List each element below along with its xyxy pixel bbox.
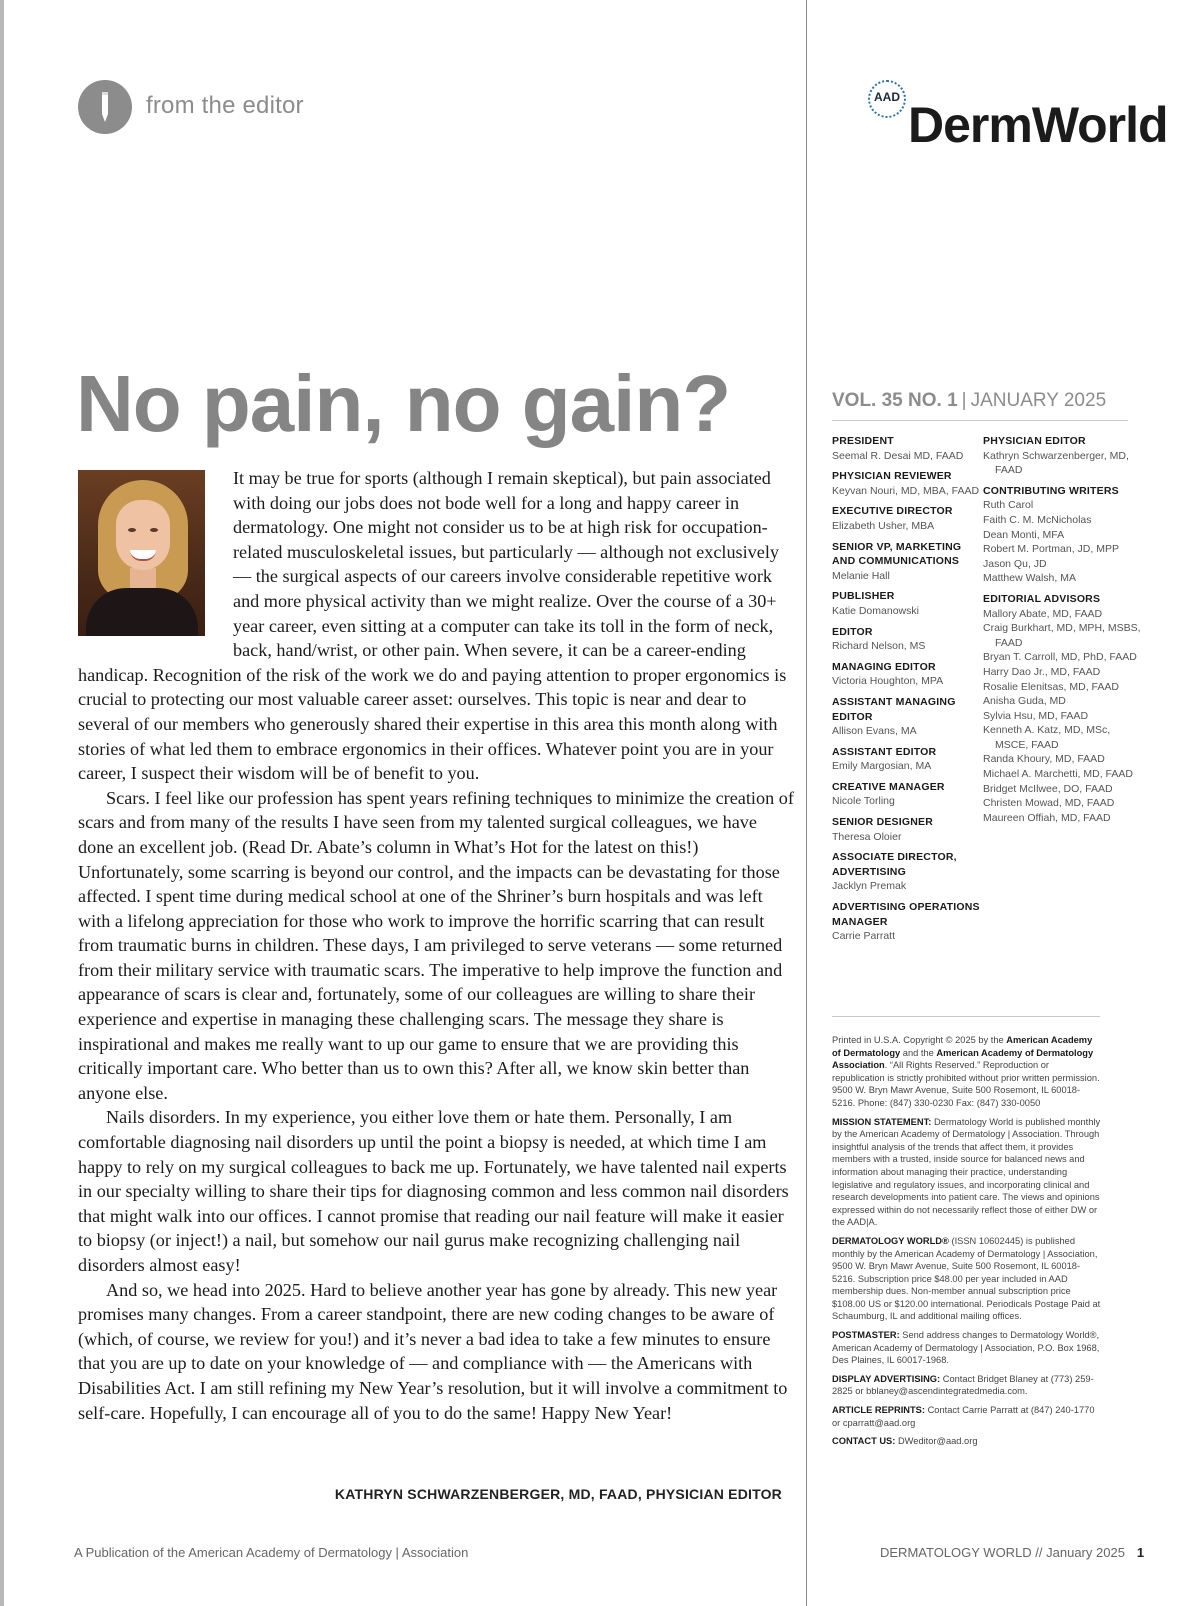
masthead-name: Ruth Carol: [983, 499, 1034, 512]
dermworld-logo: [868, 80, 1168, 153]
masthead-name: Richard Nelson, MS: [832, 640, 926, 653]
masthead-role: ASSISTANT EDITOR: [832, 745, 937, 758]
masthead-entry: [832, 540, 982, 584]
footer-issue-text: DERMATOLOGY WORLD // January 2025: [880, 1545, 1125, 1560]
masthead-name: Christen Mowad, MD, FAAD: [983, 797, 1115, 810]
masthead-entry: [983, 484, 1143, 586]
masthead-name: Craig Burkhart, MD, MPH, MSBS, FAAD: [983, 622, 1141, 649]
article-paragraph: Scars. I feel like our profession has spent years refining techniques to minimize the creation of scars and from many of the results I have seen from my talented surgical colleagues, we have done an excellent job. (Read Dr. Abate’s column in What’s Hot for the latest on this!) Unfortunately, some scarring is beyond our control, and the impacts can be devastating for those affected. I spent time during medical school at one of the Shriner’s burn hospitals and was left with a lifelong appreciation for those who work to improve the horrific scarring that can result from traumatic burns in children. These days, I am privileged to serve veterans — some returned from their military service with traumatic scars. The imperative to help improve the function and appearance of scars is clear and, fortunately, some of our colleagues are willing to share their experience and expertise in managing these challenging scars. The message they share is inspirational and makes me really want to up our game to ensure that we are providing this critically important care. Who better than us to own this? After all, we know skin better than anyone else.: [78, 787, 794, 1103]
masthead-role: EDITORIAL ADVISORS: [983, 592, 1101, 605]
masthead-role: EDITOR: [832, 625, 873, 638]
logo-badge-text: AAD: [874, 90, 900, 104]
masthead-name: Bridget McIlwee, DO, FAAD: [983, 782, 1113, 795]
masthead-name: Theresa Oloier: [832, 830, 902, 843]
masthead-name: Kathryn Schwarzenberger, MD, FAAD: [983, 449, 1129, 477]
masthead-name: Sylvia Hsu, MD, FAAD: [983, 709, 1089, 722]
masthead-role: SENIOR VP, MARKETING AND COMMUNICATIONS: [832, 540, 962, 568]
masthead-role: CONTRIBUTING WRITERS: [983, 484, 1119, 497]
masthead-name: Jason Qu, JD: [983, 557, 1047, 570]
masthead-role: PRESIDENT: [832, 435, 894, 447]
masthead-name: Jacklyn Premak: [832, 880, 907, 893]
column-divider: [806, 0, 807, 1606]
masthead-entry: [832, 660, 982, 689]
masthead-name: Nicole Torling: [832, 795, 895, 808]
masthead-name: Allison Evans, MA: [832, 725, 917, 738]
masthead-name: Melanie Hall: [832, 569, 890, 582]
masthead-name: Randa Khoury, MD, FAAD: [983, 753, 1105, 766]
issue-date: JANUARY 2025: [970, 390, 1107, 411]
masthead-name: Victoria Houghton, MPA: [832, 675, 944, 688]
section-label: from the editor: [146, 92, 304, 119]
masthead-name: Rosalie Elenitsas, MD, FAAD: [983, 680, 1119, 693]
masthead-name: Seemal R. Desai MD, FAAD: [832, 449, 964, 462]
pencil-icon: [78, 80, 132, 134]
copyright-notice: Printed in U.S.A. Copyright © 2025 by the American Academy of Dermatology and the American Academy of Dermatology Association. “All Rights Reserved.” Reproduction or republication is strictly prohibited without prior written permission. 9500 W. Bryn Mawr Avenue, Suite 500 Rosemont, IL 60018-5216. Phone: (847) 330-0230 Fax: (847) 330-0050: [832, 1035, 1100, 1108]
article-paragraph: Nails disorders. In my experience, you either love them or hate them. Personally, I am comfortable diagnosing nail disorders up until the point a biopsy is needed, at which time I am happy to rely on my surgical colleagues to back me up. Fortunately, we have talented nail experts in our specialty willing to share their tips for diagnosing common and less common nail disorders that might walk into our offices. I cannot promise that reading our nail feature will make it easier to biopsy (or inject!) a nail, but somehow our nail gurus make recognizing challenging nail disorders almost easy!: [78, 1107, 789, 1275]
page-number: 1: [1136, 1545, 1145, 1560]
article-body: [78, 466, 794, 1425]
footer-publication: A Publication of the American Academy of Dermatology | Association: [74, 1545, 469, 1560]
masthead-entry: [832, 695, 982, 739]
masthead-name: Michael A. Marchetti, MD, FAAD: [983, 768, 1133, 781]
contact-us: CONTACT US: DWeditor@aad.org: [832, 1436, 978, 1447]
author-signature: KATHRYN SCHWARZENBERGER, MD, FAAD, PHYSICIAN EDITOR: [334, 1486, 782, 1502]
masthead-divider: [832, 420, 1128, 421]
masthead-name: Faith C. M. McNicholas: [983, 513, 1092, 526]
masthead-entry: [832, 434, 982, 463]
masthead-entry: [983, 434, 1143, 478]
masthead-name: Matthew Walsh, MA: [983, 572, 1076, 585]
masthead-name: Anisha Guda, MD: [983, 695, 1066, 708]
masthead-role: PUBLISHER: [832, 590, 895, 603]
masthead-entry: [832, 745, 982, 774]
article-paragraph: And so, we head into 2025. Hard to believe another year has gone by already. This new year promises many changes. From a career standpoint, there are new coding changes to be aware of (which, of course, we review for you!) and it’s never a bad idea to take a few minutes to ensure that you are up to date on your knowledge of — and compliance with — the Americans with Disabilities Act. I am still refining my New Year’s resolution, but it will involve a commitment to self-care. Hopefully, I can encourage all of you to do the same! Happy New Year!: [78, 1279, 788, 1423]
masthead-name: Keyvan Nouri, MD, MBA, FAAD: [832, 484, 980, 497]
masthead-entry: [832, 625, 982, 654]
article-paragraph: It may be true for sports (although I remain skeptical), but pain associated with doing our jobs does not bode well for a long and happy career in dermatology. One might not consider us to be at high risk for occupation-related musculoskeletal issues, but particularly — although not exclusively — the surgical aspects of our careers involve considerable repetitive work and more physical activity than we might realize. Over the course of a 30+ year career, even sitting at a computer can take its toll in the form of neck, back, hand/wrist, or other pain. When severe, it can be a career-ending handicap. Recognition of the risk of the work we do and paying attention to proper ergonomics is crucial to protecting our most valuable career asset: ourselves. This topic is near and dear to several of our members who generously shared their expertise in this area this month along with stories of what led them to embrace ergonomics in their offices. Whatever point you are in your career, I suspect their wisdom will be of benefit to you.: [78, 468, 787, 784]
issue-info: [832, 390, 1106, 412]
masthead-name: Robert M. Portman, JD, MPP: [983, 543, 1119, 556]
masthead-role: PHYSICIAN EDITOR: [983, 435, 1086, 447]
fineprint-divider: [832, 1016, 1100, 1017]
masthead-entry: [832, 815, 982, 844]
masthead-name: Kenneth A. Katz, MD, MSc, MSCE, FAAD: [983, 724, 1111, 751]
masthead-role: ADVERTISING OPERATIONS MANAGER: [832, 901, 980, 928]
masthead-name: Maureen Offiah, MD, FAAD: [983, 811, 1111, 824]
publication-info: DERMATOLOGY WORLD® (ISSN 10602445) is published monthly by the American Academy of Dermatology | Association, 9500 W. Bryn Mawr Avenue, Suite 500 Rosemont, IL 60018-5216. Subscription price $48.00 per year included in AAD membership dues. Non-member annual subscription price $108.00 US or $120.00 international. Periodicals Postage Paid at Schaumburg, IL and additional mailing offices.: [832, 1235, 1101, 1322]
issue-separator: |: [961, 390, 967, 411]
masthead-name: Elizabeth Usher, MBA: [832, 519, 935, 532]
masthead-name: Bryan T. Carroll, MD, PhD, FAAD: [983, 651, 1137, 664]
masthead-entry: [832, 850, 982, 894]
masthead-column-right: [983, 434, 1143, 831]
page-title: No pain, no gain?: [76, 359, 731, 448]
masthead-role: EXECUTIVE DIRECTOR: [832, 505, 953, 518]
display-advertising: DISPLAY ADVERTISING: Contact Bridget Blaney at (773) 259-2825 or bblaney@ascendintegratedmedia.com.: [832, 1373, 1094, 1397]
page-edge: [0, 0, 4, 1606]
mission-statement: MISSION STATEMENT: Dermatology World is published monthly by the American Academy of Dermatology | Association. Through insightful analysis of the trends that affect them, it provides members with a trusted, inside source for balanced news and information about managing their practice, understanding legislative and regulatory issues, and incorporating clinical and research developments into patient care. The views and opinions expressed within do not necessarily reflect those of either DW or the AAD|A.: [832, 1116, 1101, 1228]
masthead-name: Katie Domanowski: [832, 604, 919, 617]
masthead-name: Harry Dao Jr., MD, FAAD: [983, 665, 1101, 678]
masthead-role: ASSISTANT MANAGING EDITOR: [832, 695, 956, 723]
masthead-entry: [983, 592, 1143, 826]
masthead-entry: [832, 589, 982, 618]
masthead-entry: [832, 780, 982, 809]
masthead-role: PHYSICIAN REVIEWER: [832, 470, 952, 483]
masthead-name: Carrie Parratt: [832, 930, 896, 943]
masthead-role: CREATIVE MANAGER: [832, 780, 945, 793]
footer-issue: [880, 1545, 1144, 1560]
masthead-role: MANAGING EDITOR: [832, 660, 936, 673]
masthead-entry: [832, 469, 982, 498]
logo-wordmark: DermWorld: [908, 97, 1168, 153]
masthead-name: Mallory Abate, MD, FAAD: [983, 607, 1103, 620]
masthead-name: Emily Margosian, MA: [832, 760, 932, 773]
fine-print: [832, 1034, 1102, 1454]
masthead-name: Dean Monti, MFA: [983, 528, 1065, 541]
article-reprints: ARTICLE REPRINTS: Contact Carrie Parratt at (847) 240-1770 or cparratt@aad.org: [832, 1405, 1095, 1428]
masthead-role: SENIOR DESIGNER: [832, 816, 934, 829]
masthead-column-left: [832, 434, 982, 950]
masthead-entry: [832, 900, 982, 944]
masthead-entry: [832, 504, 982, 533]
volume-number: VOL. 35 NO. 1: [832, 390, 958, 411]
masthead-role: ASSOCIATE DIRECTOR, ADVERTISING: [832, 851, 957, 878]
postmaster-info: POSTMASTER: Send address changes to Dermatology World®, American Academy of Dermatology | Association, P.O. Box 1968, Des Plaines, IL 60017-1968.: [832, 1330, 1100, 1366]
